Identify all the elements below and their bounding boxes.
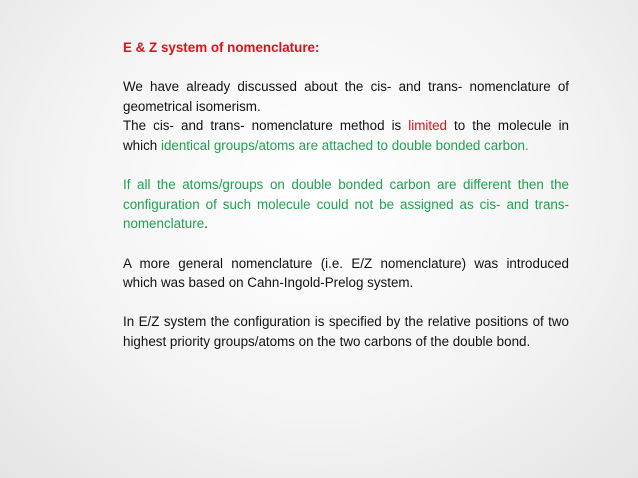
paragraph-intro: We have already discussed about the cis- and trans- nomenclature of geometrical isomerism. (123, 79, 569, 114)
paragraph-limitation (123, 116, 569, 155)
identical-groups-highlight: identical groups/atoms are attached to double bonded carbon. (160, 137, 529, 153)
paragraph-different-groups (123, 175, 569, 234)
spacer (123, 293, 569, 313)
limitation-text-2: to the molecule in which (123, 118, 569, 153)
limitation-text-1: The cis- and trans- nomenclature method is (123, 118, 409, 134)
spacer (123, 234, 569, 254)
paragraph-ez-system: In E/Z system the configuration is specified by the relative positions of two highest priority groups/atoms on the two carbons of the double bond. (123, 314, 569, 349)
spacer (123, 156, 569, 176)
slide-content (123, 38, 569, 352)
different-groups-highlight: If all the atoms/groups on double bonded carbon are different then the configuration of such molecule could not be assigned as cis- and trans- nomenclature (123, 177, 569, 232)
limited-highlight: limited (408, 118, 447, 134)
slide-title: E & Z system of nomenclature: (123, 40, 320, 55)
paragraph-general-nomenclature: A more general nomenclature (i.e. E/Z nomenclature) was introduced which was based on Cahn-Ingold-Prelog system. (123, 255, 569, 291)
different-groups-period: . (204, 216, 208, 232)
